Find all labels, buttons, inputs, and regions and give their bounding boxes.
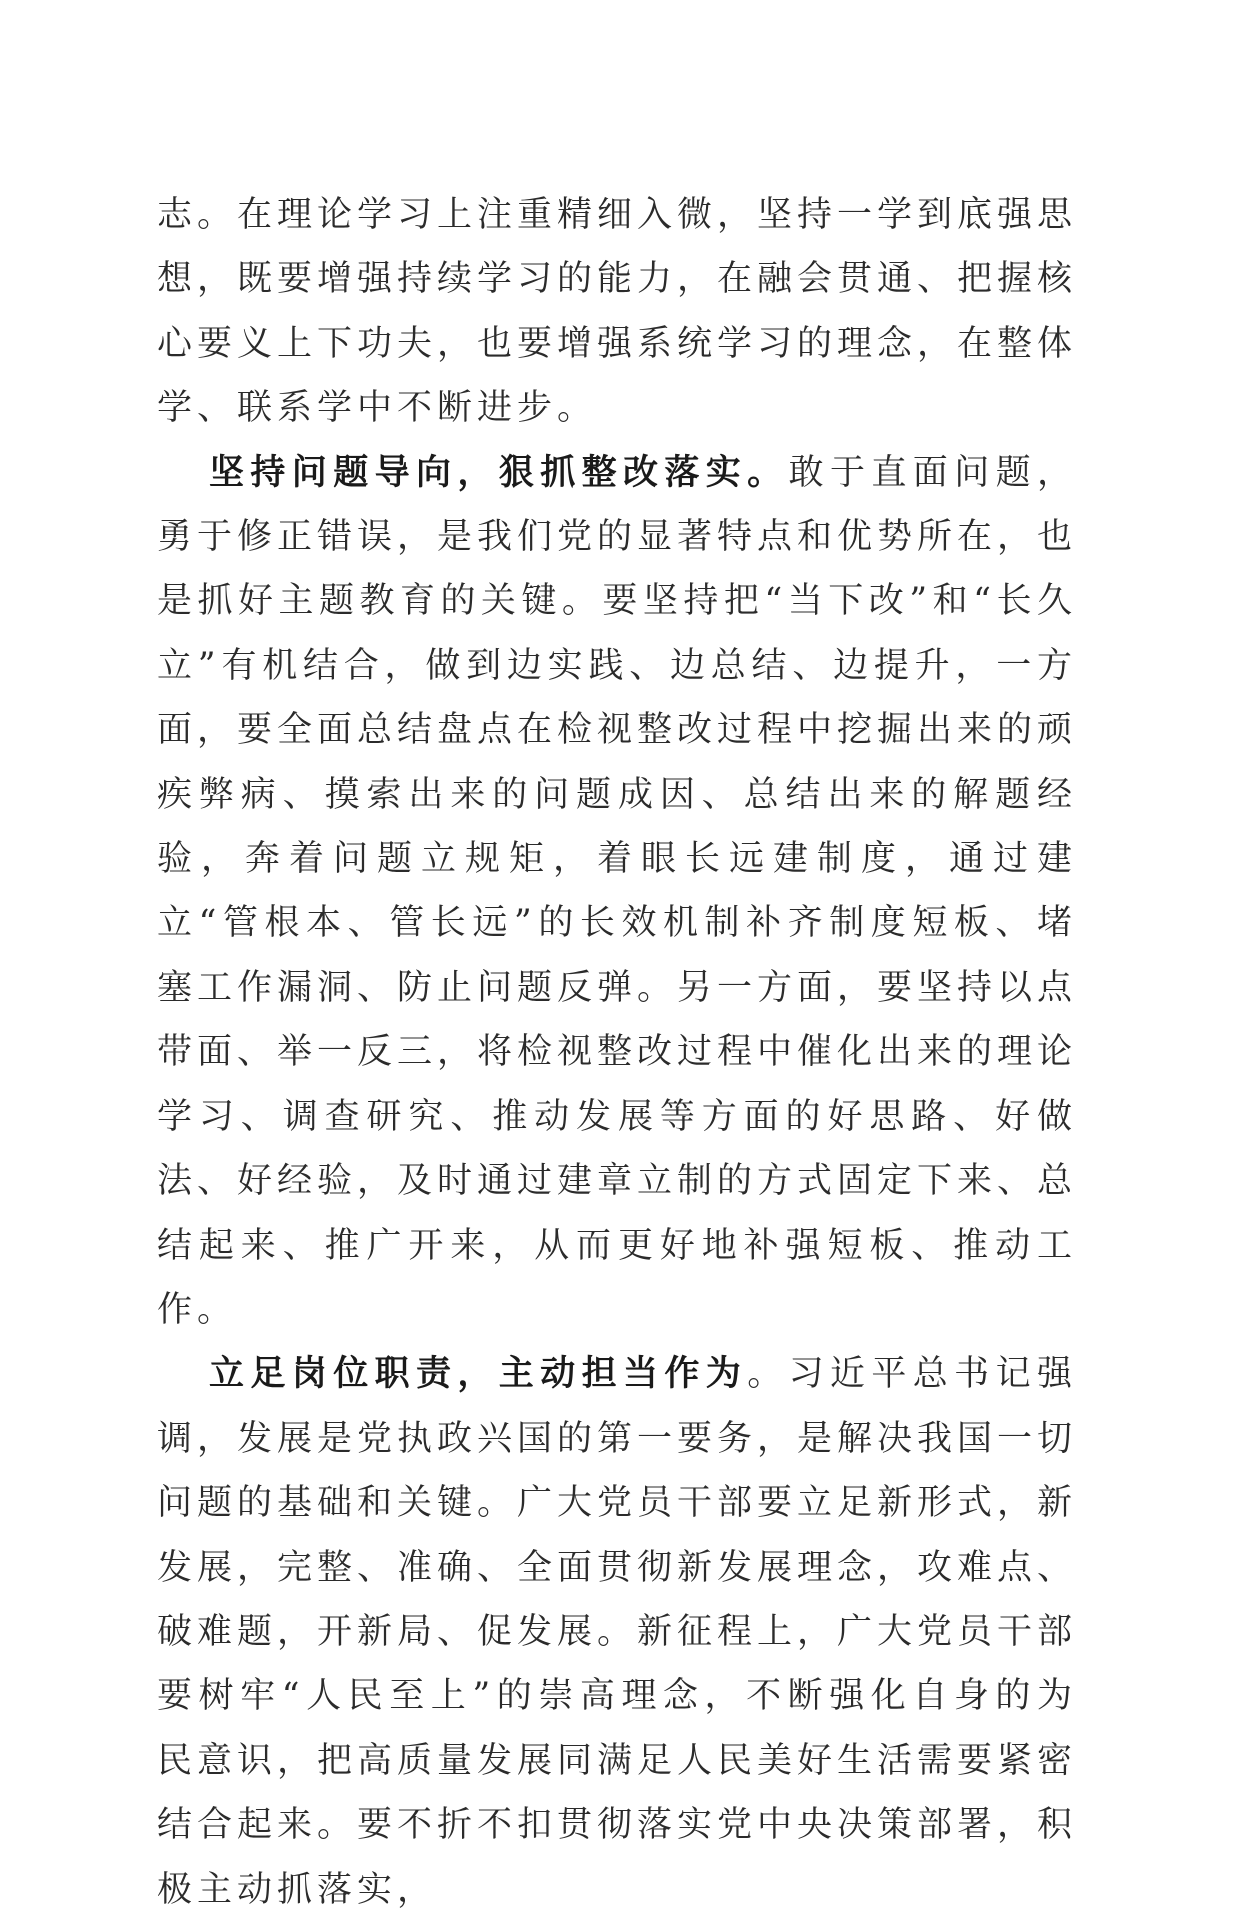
paragraph-body-text: 。习近平总书记强调，发展是党执政兴国的第一要务，是解决我国一切问题的基础和关键。广大党员干部要立足新形式，新发展，完整、准确、全面贯彻新发展理念，攻难点、破难题，开新局、促发展。新征程上，广大党员干部要树牢“人民至上”的崇高理念，不断强化自身的为民意识，把高质量发展同满足人民美好生活需要紧密结合起来。要不折不扣贯彻落实党中央决策部署，积极主动抓落实，	[157, 1354, 1078, 1910]
paragraph-problem-orientation	[157, 441, 1077, 1343]
paragraph-post-responsibility	[157, 1342, 1077, 1922]
paragraph-lead-heading: 坚持问题导向，狠抓整改落实。	[209, 451, 789, 493]
paragraph-body-text: 志。在理论学习上注重精细入微，坚持一学到底强思想，既要增强持续学习的能力，在融会贯通、把握核心要义上下功夫，也要增强系统学习的理念，在整体学、联系学中不断进步。	[157, 195, 1078, 429]
paragraph-lead-heading: 立足岗位职责，主动担当作为	[209, 1353, 748, 1395]
document-body	[157, 183, 1077, 1922]
paragraph-body-text: 敢于直面问题，勇于修正错误，是我们党的显著特点和优势所在，也是抓好主题教育的关键。要坚持把“当下改”和“长久立”有机结合，做到边实践、边总结、边提升，一方面，要全面总结盘点在检视整改过程中挖掘出来的顽疾弊病、摸索出来的问题成因、总结出来的解题经验，奔着问题立规矩，着眼长远建制度，通过建立“管根本、管长远”的长效机制补齐制度短板、堵塞工作漏洞、防止问题反弹。另一方面，要坚持以点带面、举一反三，将检视整改过程中催化出来的理论学习、调查研究、推动发展等方面的好思路、好做法、好经验，及时通过建章立制的方式固定下来、总结起来、推广开来，从而更好地补强短板、推动工作。	[157, 452, 1078, 1330]
paragraph-continuation	[157, 183, 1077, 441]
